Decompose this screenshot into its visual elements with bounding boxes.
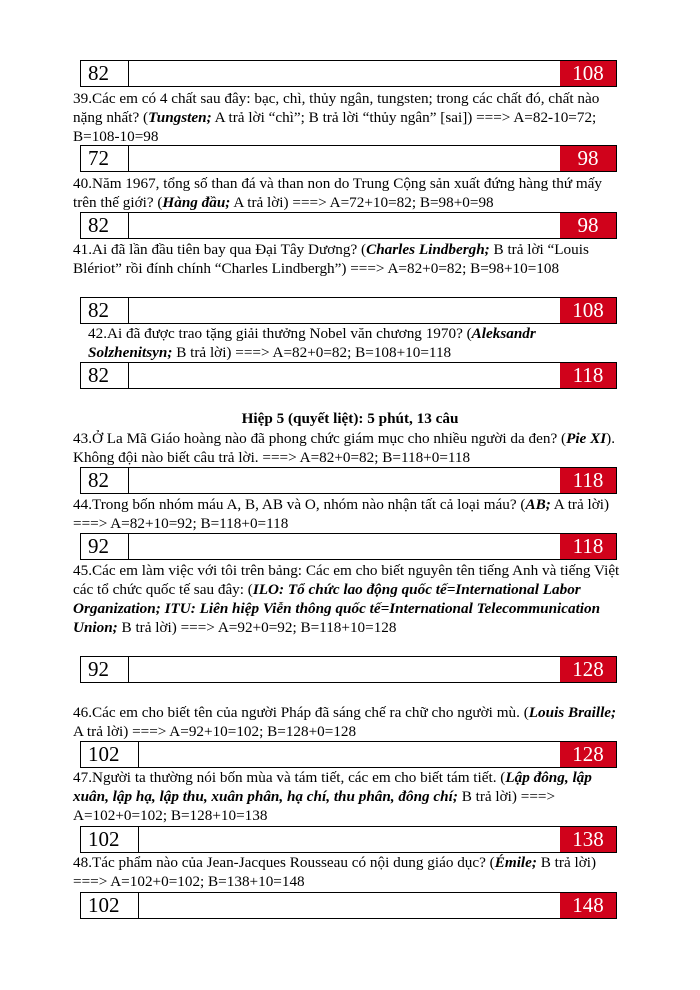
team-b-score: 98 [560,146,616,171]
team-a-score: 82 [81,61,129,86]
team-a-score: 82 [81,363,129,388]
question-46: 46.Các em cho biết tên của người Pháp đã sáng chế ra chữ cho người mù. (Louis Braille; A trả lời) ===> A=92+10=102; B=128+0=128 [73,704,617,740]
question-41: 41.Ai đã lần đầu tiên bay qua Đại Tây Dương? (Charles Lindbergh; B trả lời “Louis Blériot” rồi đính chính “Charles Lindbergh”) ===> A=82+0=82; B=98+10=108 [73,241,589,277]
question-45: 45.Các em làm việc với tôi trên bảng: Các em cho biết nguyên tên tiếng Anh và tiếng Việt các tổ chức quốc tế sau đây: (ILO: Tổ chức lao động quốc tế=International Labor Organization; ITU: Liên hiệp Viễn thông quốc tế=International Telecommunication Union; B trả lời) ===> A=92+0=92; B=118+10=128 [73,562,620,636]
team-a-score: 102 [81,827,139,852]
question-44: 44.Trong bốn nhóm máu A, B, AB và O, nhóm nào nhận tất cả loại máu? (AB; A trả lời) ===> A=82+10=92; B=118+0=118 [73,496,610,532]
team-a-score: 92 [81,534,129,559]
answer: Émile; [494,854,537,871]
question-40: 40.Năm 1967, tổng số than đá và than non do Trung Cộng sản xuất đứng hàng thứ mấy trên thế giới? (Hàng đầu; A trả lời) ===> A=72+10=82; B=98+0=98 [73,175,603,211]
score-box [80,145,617,172]
question-48: 48.Tác phẩm nào của Jean-Jacques Rousseau có nội dung giáo dục? (Émile; B trả lời) ===> A=102+0=102; B=138+10=148 [73,854,597,890]
score-box [80,826,617,853]
team-b-score: 118 [560,363,616,388]
answer: Lập đông, lập xuân, lập hạ, lập thu, xuân phân, hạ chí, thu phân, đông chí; [73,769,592,805]
score-box [80,297,617,324]
team-b-score: 138 [560,827,616,852]
answer: Pie XI [566,430,607,447]
score-box [80,212,617,239]
team-b-score: 98 [560,213,616,238]
team-b-score: 118 [560,534,616,559]
answer: Hàng đầu; [162,194,231,211]
question-39: 39.Các em có 4 chất sau đây: bạc, chì, thủy ngân, tungsten; trong các chất đó, chất nào nặng nhất? (Tungsten; A trả lời “chì”; B trả lời “thủy ngân” [sai]) ===> A=82-10=72; B=108-10=98 [73,90,600,145]
score-box [80,533,617,560]
team-a-score: 102 [81,893,139,918]
team-a-score: 82 [81,213,129,238]
score-box [80,656,617,683]
score-box [80,741,617,768]
team-b-score: 128 [560,657,616,682]
team-a-score: 102 [81,742,139,767]
section-title: Hiệp 5 (quyết liệt): 5 phút, 13 câu [241,410,459,427]
team-a-score: 72 [81,146,129,171]
score-box [80,892,617,919]
answer: Aleksandr Solzhenitsyn; [88,325,536,361]
team-b-score: 118 [560,468,616,493]
team-b-score: 148 [560,893,616,918]
answer: Tungsten; [148,109,212,126]
answer: AB; [525,496,551,513]
team-b-score: 108 [560,298,616,323]
team-b-score: 128 [560,742,616,767]
question-42: 42.Ai đã được trao tặng giải thưởng Nobel văn chương 1970? (Aleksandr Solzhenitsyn; B trả lời) ===> A=82+0=82; B=108+10=118 [88,325,536,361]
answer: ILO: Tổ chức lao động quốc tế=International Labor Organization; ITU: Liên hiệp Viễn thông quốc tế=International Telecommunication Union; [73,581,601,636]
question-47: 47.Người ta thường nói bốn mùa và tám tiết, các em cho biết tám tiết. (Lập đông, lập xuân, lập hạ, lập thu, xuân phân, hạ chí, thu phân, đông chí; B trả lời) ===> A=102+0=102; B=128+10=138 [73,769,592,824]
team-a-score: 92 [81,657,129,682]
question-43: 43.Ở La Mã Giáo hoàng nào đã phong chức giám mục cho nhiều người da đen? (Pie XI). Không đội nào biết câu trả lời. ===> A=82+0=82; B=118+0=118 [73,430,615,466]
team-b-score: 108 [560,61,616,86]
team-a-score: 82 [81,468,129,493]
team-a-score: 82 [81,298,129,323]
score-box [80,362,617,389]
answer: Louis Braille; [528,704,617,721]
score-box [80,60,617,87]
answer: Charles Lindbergh; [366,241,490,258]
score-box [80,467,617,494]
